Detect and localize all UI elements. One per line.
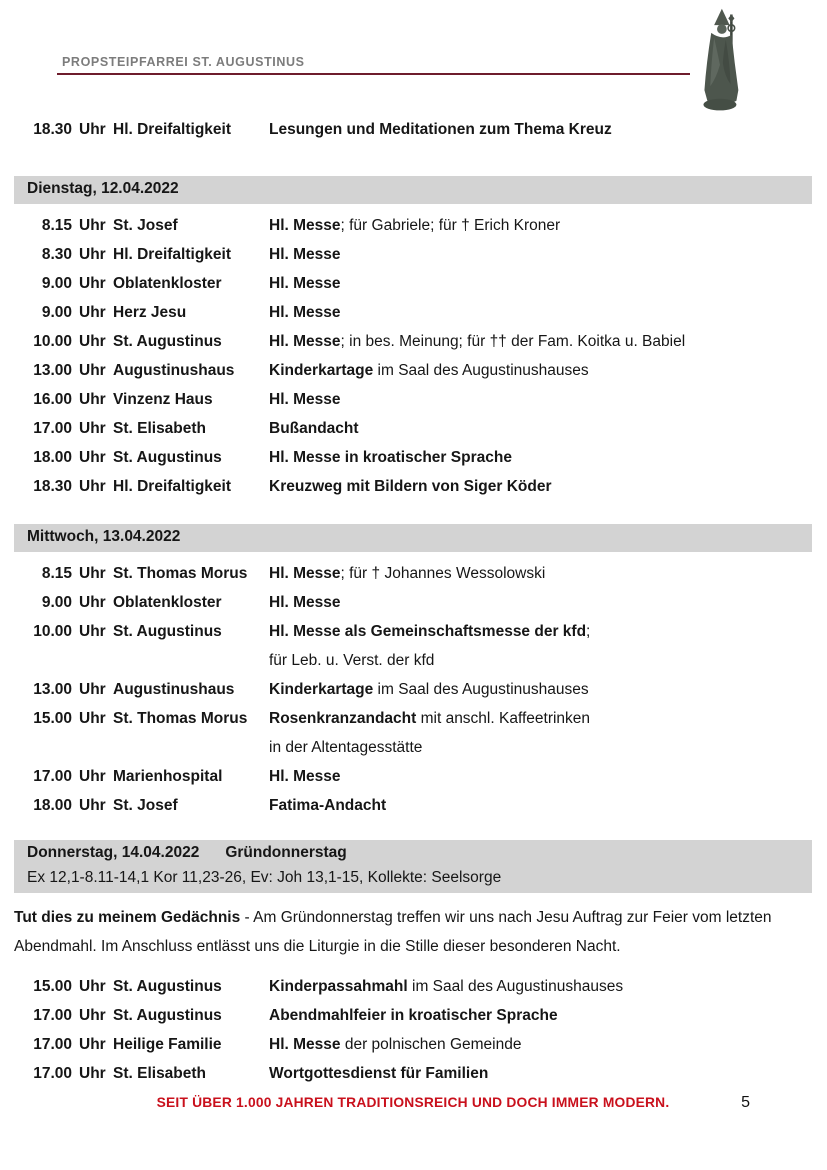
- row-time: 17.00: [33, 768, 72, 785]
- row-description-bold: Hl. Messe: [269, 217, 341, 234]
- schedule-row: [14, 356, 812, 385]
- schedule-row: [14, 1001, 812, 1030]
- row-description-rest: mit anschl. Kaffeetrinken: [416, 710, 591, 727]
- row-unit: Uhr: [79, 121, 106, 138]
- day-heading-line: [27, 527, 800, 547]
- row-unit: Uhr: [79, 246, 106, 263]
- row-location: St. Augustinus: [113, 449, 222, 466]
- row-description-bold: Hl. Messe: [269, 1036, 341, 1053]
- row-unit: Uhr: [79, 978, 106, 995]
- row-time: 18.30: [33, 121, 72, 138]
- row-description-bold: Bußandacht: [269, 420, 359, 437]
- row-description: [269, 1059, 812, 1088]
- day-section: [14, 840, 812, 1088]
- page-number: 5: [741, 1094, 750, 1111]
- row-description: [269, 327, 812, 356]
- row-description-bold: Wortgottesdienst für Familien: [269, 1065, 489, 1082]
- row-unit: Uhr: [79, 1007, 106, 1024]
- day-rows: [14, 972, 812, 1088]
- day-section: [14, 524, 812, 820]
- row-description: [269, 617, 812, 675]
- row-unit: Uhr: [79, 333, 106, 350]
- row-time: 15.00: [33, 978, 72, 995]
- schedule-row: [14, 588, 812, 617]
- row-location: Hl. Dreifaltigkeit: [113, 478, 231, 495]
- row-location: St. Augustinus: [113, 1007, 222, 1024]
- row-description-rest: ;: [586, 623, 591, 640]
- row-description-bold: Rosenkranzandacht: [269, 710, 417, 727]
- day-heading-line: [27, 179, 800, 199]
- schedule-row: [14, 762, 812, 791]
- row-location: St. Thomas Morus: [113, 565, 248, 582]
- row-unit: Uhr: [79, 304, 106, 321]
- row-time: 9.00: [41, 275, 72, 292]
- day-heading: Donnerstag, 14.04.2022: [27, 844, 200, 861]
- row-location: St. Augustinus: [113, 623, 222, 640]
- row-time: 8.30: [41, 246, 72, 263]
- row-location: Augustinushaus: [113, 362, 235, 379]
- schedule-row: [14, 559, 812, 588]
- row-description-bold: Kinderkartage: [269, 362, 374, 379]
- day-heading-extra: Gründonnerstag: [225, 844, 347, 861]
- row-description-rest: im Saal des Augustinushauses: [373, 362, 589, 379]
- schedule-row: [14, 115, 812, 144]
- row-description: [269, 115, 812, 144]
- row-description-rest: ; für Gabriele; für † Erich Kroner: [340, 217, 561, 234]
- row-description-bold: Lesungen und Meditationen zum Thema Kreuz: [269, 121, 612, 138]
- row-description-bold: Hl. Messe: [269, 304, 341, 321]
- row-unit: Uhr: [79, 768, 106, 785]
- schedule-row: [14, 617, 812, 675]
- page-header: [14, 0, 812, 75]
- row-location: Hl. Dreifaltigkeit: [113, 246, 231, 263]
- schedule-row: [14, 972, 812, 1001]
- day-heading-line: [27, 843, 800, 863]
- day-heading-band: [14, 176, 812, 204]
- row-time: 13.00: [33, 362, 72, 379]
- row-description-line2: für Leb. u. Verst. der kfd: [269, 652, 435, 669]
- schedule-row: [14, 443, 812, 472]
- row-description-rest: im Saal des Augustinushauses: [373, 681, 589, 698]
- row-location: St. Josef: [113, 797, 178, 814]
- row-description: [269, 588, 812, 617]
- row-description: [269, 356, 812, 385]
- day-paragraph-lead: Tut dies zu meinem Gedächnis: [14, 909, 241, 926]
- row-location: Oblatenkloster: [113, 275, 222, 292]
- row-time: 13.00: [33, 681, 72, 698]
- row-description: [269, 298, 812, 327]
- row-time: 17.00: [33, 1036, 72, 1053]
- row-location: Marienhospital: [113, 768, 223, 785]
- row-location: St. Augustinus: [113, 333, 222, 350]
- row-location: Heilige Familie: [113, 1036, 222, 1053]
- row-description: [269, 675, 812, 704]
- schedule-sections: [14, 176, 812, 1088]
- row-unit: Uhr: [79, 478, 106, 495]
- schedule-row: [14, 675, 812, 704]
- row-description-rest: im Saal des Augustinushauses: [407, 978, 624, 995]
- row-time: 9.00: [41, 594, 72, 611]
- row-description: [269, 385, 812, 414]
- parish-title: PROPSTEIPFARREI ST. AUGUSTINUS: [62, 55, 305, 69]
- day-heading: Mittwoch, 13.04.2022: [27, 528, 181, 545]
- row-location: Herz Jesu: [113, 304, 187, 321]
- schedule-row: [14, 327, 812, 356]
- row-location: Hl. Dreifaltigkeit: [113, 121, 231, 138]
- row-unit: Uhr: [79, 275, 106, 292]
- row-location: Augustinushaus: [113, 681, 235, 698]
- day-heading: Dienstag, 12.04.2022: [27, 180, 179, 197]
- row-unit: Uhr: [79, 681, 106, 698]
- row-description: [269, 559, 812, 588]
- day-heading-band: [14, 840, 812, 893]
- row-description: [269, 704, 812, 762]
- row-location: St. Thomas Morus: [113, 710, 248, 727]
- row-location: Vinzenz Haus: [113, 391, 213, 408]
- row-description: [269, 414, 812, 443]
- row-description: [269, 269, 812, 298]
- row-time: 10.00: [33, 623, 72, 640]
- row-description-bold: Abendmahlfeier in kroatischer Sprache: [269, 1007, 558, 1024]
- row-unit: Uhr: [79, 1065, 106, 1082]
- day-paragraph-text: - Am Gründonnerstag treffen wir uns nach Jesu Auftrag zur Feier vom letzten Abendmahl. Im Anschluss entlässt uns die Liturgie in die Stille dieser besonderen Nacht.: [14, 909, 772, 955]
- row-description: [269, 472, 812, 501]
- day-rows: [14, 211, 812, 501]
- row-time: 18.00: [33, 449, 72, 466]
- day-section: [14, 176, 812, 501]
- row-description-bold: Hl. Messe: [269, 768, 341, 785]
- row-description-bold: Hl. Messe: [269, 594, 341, 611]
- schedule-row: [14, 211, 812, 240]
- schedule-row: [14, 240, 812, 269]
- row-time: 18.30: [33, 478, 72, 495]
- augustinus-statue-icon: [687, 6, 749, 116]
- row-description-bold: Hl. Messe: [269, 333, 341, 350]
- schedule-row: [14, 385, 812, 414]
- row-unit: Uhr: [79, 623, 106, 640]
- row-description-bold: Hl. Messe in kroatischer Sprache: [269, 449, 512, 466]
- row-description-bold: Hl. Messe: [269, 275, 341, 292]
- row-unit: Uhr: [79, 420, 106, 437]
- row-description: [269, 762, 812, 791]
- parish-motto: SEIT ÜBER 1.000 JAHREN TRADITIONSREICH UND DOCH IMMER MODERN.: [156, 1095, 670, 1110]
- row-time: 8.15: [41, 565, 72, 582]
- row-unit: Uhr: [79, 710, 106, 727]
- schedule-row: [14, 791, 812, 820]
- schedule-row: [14, 414, 812, 443]
- row-time: 9.00: [41, 304, 72, 321]
- header-underline: [57, 55, 690, 75]
- row-unit: Uhr: [79, 217, 106, 234]
- page-footer: [14, 1092, 812, 1114]
- row-time: 8.15: [41, 217, 72, 234]
- row-unit: Uhr: [79, 391, 106, 408]
- row-description-bold: Hl. Messe als Gemeinschaftsmesse der kfd: [269, 623, 587, 640]
- day-readings: Ex 12,1-8.11-14,1 Kor 11,23-26, Ev: Joh 13,1-15, Kollekte: Seelsorge: [27, 869, 502, 886]
- row-time: 17.00: [33, 1065, 72, 1082]
- row-time: 17.00: [33, 420, 72, 437]
- row-time: 17.00: [33, 1007, 72, 1024]
- row-description-rest: der polnischen Gemeinde: [340, 1036, 522, 1053]
- row-time: 16.00: [33, 391, 72, 408]
- row-description: [269, 791, 812, 820]
- row-description-bold: Hl. Messe: [269, 391, 341, 408]
- row-location: St. Josef: [113, 217, 178, 234]
- row-description-line2: in der Altentagesstätte: [269, 739, 423, 756]
- row-time: 10.00: [33, 333, 72, 350]
- row-unit: Uhr: [79, 797, 106, 814]
- row-description-bold: Fatima-Andacht: [269, 797, 387, 814]
- row-location: St. Augustinus: [113, 978, 222, 995]
- row-unit: Uhr: [79, 565, 106, 582]
- row-description-bold: Hl. Messe: [269, 246, 341, 263]
- schedule-row: [14, 472, 812, 501]
- row-description: [269, 1001, 812, 1030]
- schedule-row: [14, 1059, 812, 1088]
- row-location: St. Elisabeth: [113, 420, 207, 437]
- day-paragraph: [14, 903, 812, 961]
- day-heading-band: [14, 524, 812, 552]
- row-description-rest: ; für † Johannes Wessolowski: [340, 565, 546, 582]
- row-unit: Uhr: [79, 594, 106, 611]
- row-time: 18.00: [33, 797, 72, 814]
- row-description: [269, 240, 812, 269]
- row-description: [269, 972, 812, 1001]
- schedule-row: [14, 298, 812, 327]
- schedule-row: [14, 704, 812, 762]
- row-location: Oblatenkloster: [113, 594, 222, 611]
- row-description: [269, 1030, 812, 1059]
- row-description-bold: Kreuzweg mit Bildern von Siger Köder: [269, 478, 552, 495]
- row-time: 15.00: [33, 710, 72, 727]
- row-unit: Uhr: [79, 449, 106, 466]
- row-description-bold: Hl. Messe: [269, 565, 341, 582]
- schedule-row: [14, 1030, 812, 1059]
- schedule-row: [14, 269, 812, 298]
- row-location: St. Elisabeth: [113, 1065, 207, 1082]
- row-description-bold: Kinderpassahmahl: [269, 978, 408, 995]
- row-description: [269, 443, 812, 472]
- row-description: [269, 211, 812, 240]
- day-rows: [14, 559, 812, 820]
- row-unit: Uhr: [79, 362, 106, 379]
- row-description-rest: ; in bes. Meinung; für †† der Fam. Koitka u. Babiel: [340, 333, 686, 350]
- row-unit: Uhr: [79, 1036, 106, 1053]
- row-description-bold: Kinderkartage: [269, 681, 374, 698]
